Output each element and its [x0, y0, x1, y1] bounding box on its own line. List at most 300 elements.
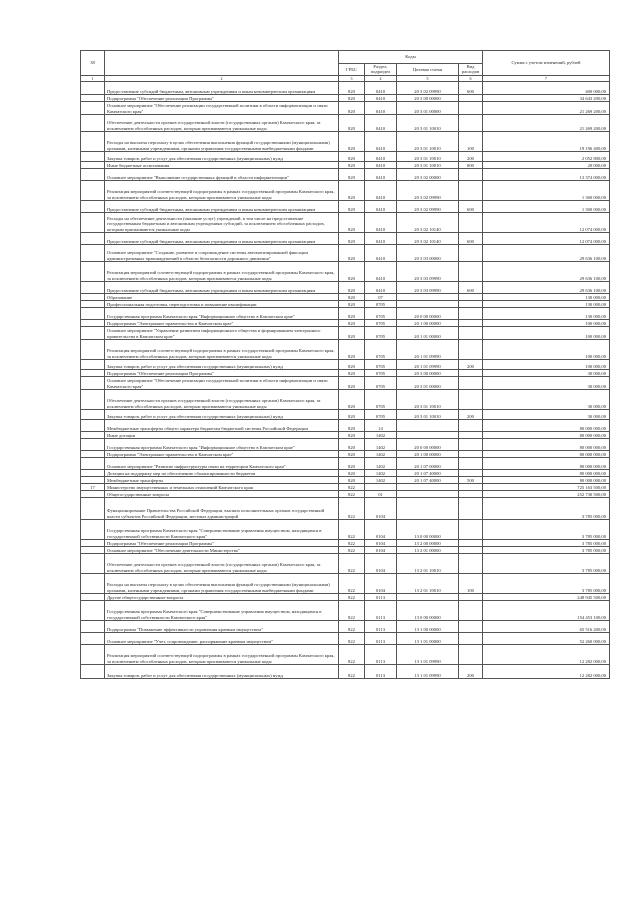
row-article: 20 1 07 00000	[397, 458, 459, 470]
row-vr	[459, 645, 483, 665]
row-number	[81, 213, 105, 233]
row-grbs: 820	[339, 377, 365, 390]
row-grbs: 820	[339, 82, 365, 95]
row-number	[81, 115, 105, 132]
row-number	[81, 520, 105, 540]
table-row	[81, 301, 610, 308]
row-name: Обеспечение деятельности органов государственной власти (государственных органов) Камчатского края, за исключением обособленных расходов, которым присваиваются уникальные коды	[105, 390, 339, 410]
row-article	[397, 432, 459, 439]
row-sum: 52 260 000,00	[483, 633, 610, 645]
row-number	[81, 282, 105, 294]
row-sum: 100 000,00	[483, 327, 610, 340]
row-article: 20 3 02 09990	[397, 201, 459, 213]
row-name: Общегосударственные вопросы	[105, 491, 339, 498]
row-sum: 3 785 000,00	[483, 554, 610, 574]
row-name: Основное мероприятие "Управление развитием информационного общества и формированием электронного правительства в Камчатском крае"	[105, 327, 339, 340]
row-number	[81, 458, 105, 470]
row-sum: 80 000 000,00	[483, 439, 610, 451]
table-header	[81, 51, 610, 82]
row-vr: 100	[459, 132, 483, 152]
row-article: 20 0 00 00000	[397, 308, 459, 320]
table-row	[81, 390, 610, 410]
row-sum: 3 785 000,00	[483, 574, 610, 594]
row-sum: 80 000 000,00	[483, 420, 610, 432]
row-vr	[459, 458, 483, 470]
row-section: 0113	[365, 665, 397, 679]
row-name: Расходы на выплаты персоналу в целях обеспечения выполнения функций государственными (муниципальными) органами, казенными учреждениями, органами управления государственными внебюджетными фондами	[105, 132, 339, 152]
row-vr: 200	[459, 665, 483, 679]
row-vr	[459, 95, 483, 102]
row-article: 13 0 00 00000	[397, 601, 459, 621]
row-vr	[459, 554, 483, 574]
row-section: 0113	[365, 594, 397, 601]
table-row	[81, 451, 610, 458]
row-vr	[459, 370, 483, 377]
table-row	[81, 547, 610, 554]
row-grbs: 820	[339, 360, 365, 370]
row-sum: 29 636 100,00	[483, 245, 610, 262]
table-row	[81, 169, 610, 181]
row-grbs: 820	[339, 282, 365, 294]
row-vr	[459, 470, 483, 477]
row-name: Предоставление субсидий бюджетным, автономным учреждениям и иным некоммерческим организациям	[105, 82, 339, 95]
row-number	[81, 410, 105, 420]
row-vr	[459, 432, 483, 439]
row-sum: 12 074 000,00	[483, 213, 610, 233]
row-article	[397, 498, 459, 520]
row-grbs: 820	[339, 308, 365, 320]
row-grbs: 820	[339, 181, 365, 201]
row-name: Подпрограмма "Обеспечение реализации Программы"	[105, 370, 339, 377]
row-vr	[459, 420, 483, 432]
row-name: Основное мероприятие "Развитие инфраструктуры связи на территории Камчатского края"	[105, 458, 339, 470]
row-article: 20 3 00 00000	[397, 95, 459, 102]
row-grbs: 820	[339, 451, 365, 458]
row-sum: 252 730 500,00	[483, 491, 610, 498]
row-vr	[459, 213, 483, 233]
table-row	[81, 115, 610, 132]
row-number	[81, 327, 105, 340]
row-number	[81, 82, 105, 95]
row-grbs: 820	[339, 233, 365, 245]
row-section: 0410	[365, 282, 397, 294]
table-row	[81, 340, 610, 360]
row-number	[81, 370, 105, 377]
row-name: Предоставление субсидий бюджетным, автономным учреждениям и иным некоммерческим организациям	[105, 201, 339, 213]
row-name: Подпрограмма "Электронное правительство в Камчатском крае"	[105, 320, 339, 327]
table-row	[81, 601, 610, 621]
table-row	[81, 327, 610, 340]
row-grbs: 822	[339, 554, 365, 574]
row-sum: 80 000 000,00	[483, 451, 610, 458]
row-name: Предоставление субсидий бюджетным, автономным учреждениям и иным некоммерческим организациям	[105, 233, 339, 245]
row-section: 0113	[365, 601, 397, 621]
row-number	[81, 95, 105, 102]
row-number	[81, 152, 105, 162]
row-grbs: 822	[339, 621, 365, 633]
row-grbs: 820	[339, 102, 365, 115]
row-section: 0705	[365, 370, 397, 377]
row-sum: 400 000,00	[483, 82, 610, 95]
row-article: 20 3 02 10140	[397, 213, 459, 233]
row-section: 1402	[365, 439, 397, 451]
table-row	[81, 213, 610, 233]
table-row	[81, 498, 610, 520]
row-sum: 130 000,00	[483, 301, 610, 308]
row-number	[81, 547, 105, 554]
row-name: Реализация мероприятий соответствующей подпрограммы в рамках государственной программы Камчатского края, за исключением обособленных расходов, которым присваиваются уникальные коды	[105, 340, 339, 360]
row-section: 1402	[365, 432, 397, 439]
col-number-1: 1	[81, 75, 105, 81]
row-section: 0410	[365, 132, 397, 152]
row-grbs: 820	[339, 152, 365, 162]
row-section: 0104	[365, 554, 397, 574]
row-article: 13 1 01 09990	[397, 665, 459, 679]
row-name: Другие общегосударственные вопросы	[105, 594, 339, 601]
row-vr	[459, 294, 483, 301]
row-vr: 600	[459, 82, 483, 95]
table-row	[81, 320, 610, 327]
row-number	[81, 169, 105, 181]
row-vr	[459, 491, 483, 498]
row-sum: 21 269 200,00	[483, 102, 610, 115]
row-article: 20 3 01 10010	[397, 132, 459, 152]
row-name: Реализация мероприятий соответствующей подпрограммы в рамках государственной программы Камчатского края, за исключением обособленных расходов, которым присваиваются уникальные коды	[105, 645, 339, 665]
row-article: 13 1 01 00000	[397, 633, 459, 645]
row-number	[81, 439, 105, 451]
row-section: 0104	[365, 498, 397, 520]
row-grbs: 822	[339, 540, 365, 547]
row-section: 0705	[365, 301, 397, 308]
row-article: 20 3 02 10140	[397, 233, 459, 245]
row-section: 1402	[365, 470, 397, 477]
table-row	[81, 360, 610, 370]
row-section: 0410	[365, 245, 397, 262]
row-name: Государственная программа Камчатского края "Совершенствование управления имуществом, находящимся в государственной собственности Камчатского края"	[105, 601, 339, 621]
row-article: 13 2 01 10010	[397, 554, 459, 574]
row-sum: 12 282 000,00	[483, 645, 610, 665]
row-article: 13 0 00 00000	[397, 520, 459, 540]
row-number	[81, 491, 105, 498]
row-sum: 19 196 400,00	[483, 132, 610, 152]
row-sum: 13 374 000,00	[483, 169, 610, 181]
row-sum: 3 785 000,00	[483, 520, 610, 540]
row-grbs: 820	[339, 370, 365, 377]
table-row	[81, 594, 610, 601]
row-section: 0705	[365, 340, 397, 360]
row-section: 0104	[365, 540, 397, 547]
table-row	[81, 410, 610, 420]
row-section: 0410	[365, 162, 397, 169]
row-number	[81, 132, 105, 152]
row-vr	[459, 484, 483, 491]
row-sum: 34 643 200,00	[483, 95, 610, 102]
row-vr	[459, 451, 483, 458]
table-row	[81, 574, 610, 594]
row-name: Профессиональная подготовка, переподготовка и повышение квалификации	[105, 301, 339, 308]
row-vr: 600	[459, 201, 483, 213]
row-article	[397, 420, 459, 432]
row-number	[81, 162, 105, 169]
row-name: Дотации на поддержку мер по обеспечению сбалансированности бюджетов	[105, 470, 339, 477]
header-article: Целевая статья	[397, 64, 459, 76]
table-row	[81, 484, 610, 491]
row-sum: 130 000,00	[483, 308, 610, 320]
table-row	[81, 540, 610, 547]
row-grbs: 820	[339, 390, 365, 410]
row-article: 20 1 07 40000	[397, 477, 459, 484]
row-grbs: 822	[339, 547, 365, 554]
row-grbs: 822	[339, 594, 365, 601]
table-row	[81, 621, 610, 633]
row-section: 0410	[365, 95, 397, 102]
row-number	[81, 601, 105, 621]
row-article: 20 3 01 10010	[397, 390, 459, 410]
row-name: Реализация мероприятий соответствующей подпрограммы в рамках государственной программы Камчатского края, за исключением обособленных расходов, которым присваиваются уникальные коды	[105, 181, 339, 201]
row-article: 20 1 00 00000	[397, 451, 459, 458]
row-section: 0705	[365, 410, 397, 420]
row-sum: 1 300 000,00	[483, 181, 610, 201]
table-row	[81, 245, 610, 262]
row-number	[81, 181, 105, 201]
row-name: Основное мероприятие "Обеспечение реализации государственной политики в области информатизации и связи Камчатского края"	[105, 377, 339, 390]
row-sum: 725 163 500,00	[483, 484, 610, 491]
row-sum: 12 074 000,00	[483, 233, 610, 245]
col-number-6: 6	[459, 75, 483, 81]
row-grbs: 820	[339, 410, 365, 420]
row-number	[81, 377, 105, 390]
row-number	[81, 360, 105, 370]
header-section: Раздел, подраздел	[365, 64, 397, 76]
header-vr: Вид расходов	[459, 64, 483, 76]
row-article	[397, 484, 459, 491]
row-number	[81, 390, 105, 410]
row-grbs: 822	[339, 491, 365, 498]
table-row	[81, 262, 610, 282]
row-name: Государственная программа Камчатского края "Информационное общество в Камчатском крае"	[105, 308, 339, 320]
row-article: 20 3 02 09990	[397, 82, 459, 95]
row-grbs: 820	[339, 294, 365, 301]
table-row	[81, 491, 610, 498]
row-name: Основное мероприятие "Обеспечение реализации государственной политики в области информатизации и связи Камчатского края"	[105, 102, 339, 115]
row-grbs: 820	[339, 132, 365, 152]
row-vr	[459, 621, 483, 633]
row-name: Подпрограмма "Обеспечение реализации Программы"	[105, 95, 339, 102]
row-article: 20 1 01 00000	[397, 327, 459, 340]
row-vr	[459, 439, 483, 451]
row-number	[81, 540, 105, 547]
row-section: 0705	[365, 360, 397, 370]
row-vr	[459, 633, 483, 645]
row-name: Основное мероприятие "Создание, развитие и сопровождение системы автоматизированной фиксации административных правонарушений в области безопасности дорожного движения"	[105, 245, 339, 262]
row-article: 20 3 03 09990	[397, 282, 459, 294]
table-row	[81, 554, 610, 574]
row-grbs: 820	[339, 169, 365, 181]
row-section: 0410	[365, 181, 397, 201]
row-number	[81, 432, 105, 439]
table-body	[81, 82, 610, 679]
row-name: Расходы на выплаты персоналу в целях обеспечения выполнения функций государственными (муниципальными) органами, казенными учреждениями, органами управления государственными внебюджетными фондами	[105, 574, 339, 594]
row-sum: 3 785 000,00	[483, 498, 610, 520]
row-section: 0113	[365, 633, 397, 645]
row-section: 1402	[365, 477, 397, 484]
table-row	[81, 370, 610, 377]
row-article: 20 3 03 00000	[397, 245, 459, 262]
table-row	[81, 477, 610, 484]
row-name: Образование	[105, 294, 339, 301]
row-name: Подпрограмма "Повышение эффективности управления краевым имуществом"	[105, 621, 339, 633]
row-number	[81, 301, 105, 308]
table-row	[81, 420, 610, 432]
row-sum: 65 516 200,00	[483, 621, 610, 633]
row-article: 13 1 01 09990	[397, 645, 459, 665]
row-name: Обеспечение деятельности органов государственной власти (государственных органов) Камчатского края, за исключением обособленных расходов, которым присваиваются уникальные коды	[105, 115, 339, 132]
row-vr	[459, 498, 483, 520]
row-name: Министерство имущественных и земельных отношений Камчатского края	[105, 484, 339, 491]
row-section: 0104	[365, 547, 397, 554]
row-grbs: 820	[339, 95, 365, 102]
row-sum: 3 785 000,00	[483, 547, 610, 554]
table-row	[81, 308, 610, 320]
header-name	[105, 51, 339, 76]
row-grbs: 820	[339, 245, 365, 262]
col-number-7: 7	[483, 75, 610, 81]
row-sum: 30 000,00	[483, 410, 610, 420]
row-article: 20 1 07 40000	[397, 470, 459, 477]
row-number	[81, 201, 105, 213]
row-number	[81, 574, 105, 594]
row-section: 0410	[365, 102, 397, 115]
row-grbs: 822	[339, 645, 365, 665]
row-sum: 1 300 000,00	[483, 201, 610, 213]
row-name: Основное мероприятие "Обеспечение деятельности Министерства"	[105, 547, 339, 554]
row-section: 0104	[365, 520, 397, 540]
row-sum: 100 000,00	[483, 340, 610, 360]
row-sum: 80 000 000,00	[483, 477, 610, 484]
row-article: 20 3 01 10010	[397, 162, 459, 169]
row-name: Закупка товаров, работ и услуг для обеспечения государственных (муниципальных) нужд	[105, 152, 339, 162]
row-article: 20 3 01 00000	[397, 102, 459, 115]
row-number	[81, 233, 105, 245]
col-number-2: 2	[105, 75, 339, 81]
row-article: 20 3 03 09990	[397, 262, 459, 282]
table-row	[81, 181, 610, 201]
row-name: Закупка товаров, работ и услуг для обеспечения государственных (муниципальных) нужд	[105, 360, 339, 370]
row-section: 0104	[365, 574, 397, 594]
row-vr	[459, 181, 483, 201]
row-section: 0705	[365, 308, 397, 320]
row-grbs: 820	[339, 470, 365, 477]
table-row	[81, 282, 610, 294]
row-section	[365, 484, 397, 491]
table-row	[81, 470, 610, 477]
row-grbs: 822	[339, 665, 365, 679]
row-vr	[459, 327, 483, 340]
table-row	[81, 82, 610, 95]
row-name: Обеспечение деятельности органов государственной власти (государственных органов) Камчатского края, за исключением обособленных расходов, которым присваиваются уникальные коды	[105, 554, 339, 574]
row-sum: 248 945 500,00	[483, 594, 610, 601]
row-article: 20 3 01 10010	[397, 152, 459, 162]
row-number	[81, 340, 105, 360]
row-grbs: 820	[339, 115, 365, 132]
row-vr: 200	[459, 410, 483, 420]
row-grbs: 820	[339, 301, 365, 308]
col-number-3: 3	[339, 75, 365, 81]
row-number	[81, 621, 105, 633]
row-vr	[459, 601, 483, 621]
row-article: 20 3 00 00000	[397, 370, 459, 377]
row-section: 07	[365, 294, 397, 301]
row-article: 20 3 01 00000	[397, 377, 459, 390]
row-vr	[459, 245, 483, 262]
row-grbs: 820	[339, 262, 365, 282]
table-row	[81, 132, 610, 152]
row-number	[81, 320, 105, 327]
row-grbs: 820	[339, 458, 365, 470]
row-article: 20 3 01 10010	[397, 410, 459, 420]
row-name: Предоставление субсидий бюджетным, автономным учреждениям и иным некоммерческим организациям	[105, 282, 339, 294]
row-article	[397, 594, 459, 601]
row-number	[81, 498, 105, 520]
table-row	[81, 645, 610, 665]
row-article: 20 1 01 09990	[397, 360, 459, 370]
header-sum: Сумма с учетом изменений, рублей	[483, 51, 610, 76]
table-row	[81, 458, 610, 470]
row-grbs: 822	[339, 520, 365, 540]
row-grbs: 820	[339, 439, 365, 451]
row-article: 20 3 01 10010	[397, 115, 459, 132]
row-sum: 154 453 100,00	[483, 601, 610, 621]
row-grbs: 820	[339, 327, 365, 340]
row-article	[397, 301, 459, 308]
header-grbs: ГРБС	[339, 64, 365, 76]
row-grbs: 820	[339, 432, 365, 439]
row-number	[81, 245, 105, 262]
row-name: Закупка товаров, работ и услуг для обеспечения государственных (муниципальных) нужд	[105, 410, 339, 420]
row-vr: 600	[459, 282, 483, 294]
row-sum: 130 000,00	[483, 294, 610, 301]
row-vr: 200	[459, 152, 483, 162]
row-number	[81, 420, 105, 432]
row-sum: 30 000,00	[483, 390, 610, 410]
table-row	[81, 439, 610, 451]
row-name: Основное мероприятие "Выполнение государственных функций в области информатизации"	[105, 169, 339, 181]
row-vr	[459, 377, 483, 390]
row-section: 0113	[365, 645, 397, 665]
row-article	[397, 294, 459, 301]
row-grbs: 822	[339, 484, 365, 491]
table-row	[81, 162, 610, 169]
row-grbs: 820	[339, 213, 365, 233]
row-article: 20 0 00 00000	[397, 439, 459, 451]
row-section: 1402	[365, 458, 397, 470]
row-number	[81, 633, 105, 645]
table-row	[81, 294, 610, 301]
row-grbs: 820	[339, 340, 365, 360]
row-sum: 80 000 000,00	[483, 470, 610, 477]
row-vr	[459, 547, 483, 554]
row-section: 0410	[365, 262, 397, 282]
row-article: 13 2 01 10010	[397, 574, 459, 594]
row-article: 20 3 02 09990	[397, 181, 459, 201]
row-section: 0705	[365, 390, 397, 410]
row-name: Межбюджетные трансферты	[105, 477, 339, 484]
row-number	[81, 554, 105, 574]
row-vr	[459, 115, 483, 132]
table-row	[81, 233, 610, 245]
row-vr	[459, 540, 483, 547]
row-name: Подпрограмма "Электронное правительство в Камчатском крае"	[105, 451, 339, 458]
